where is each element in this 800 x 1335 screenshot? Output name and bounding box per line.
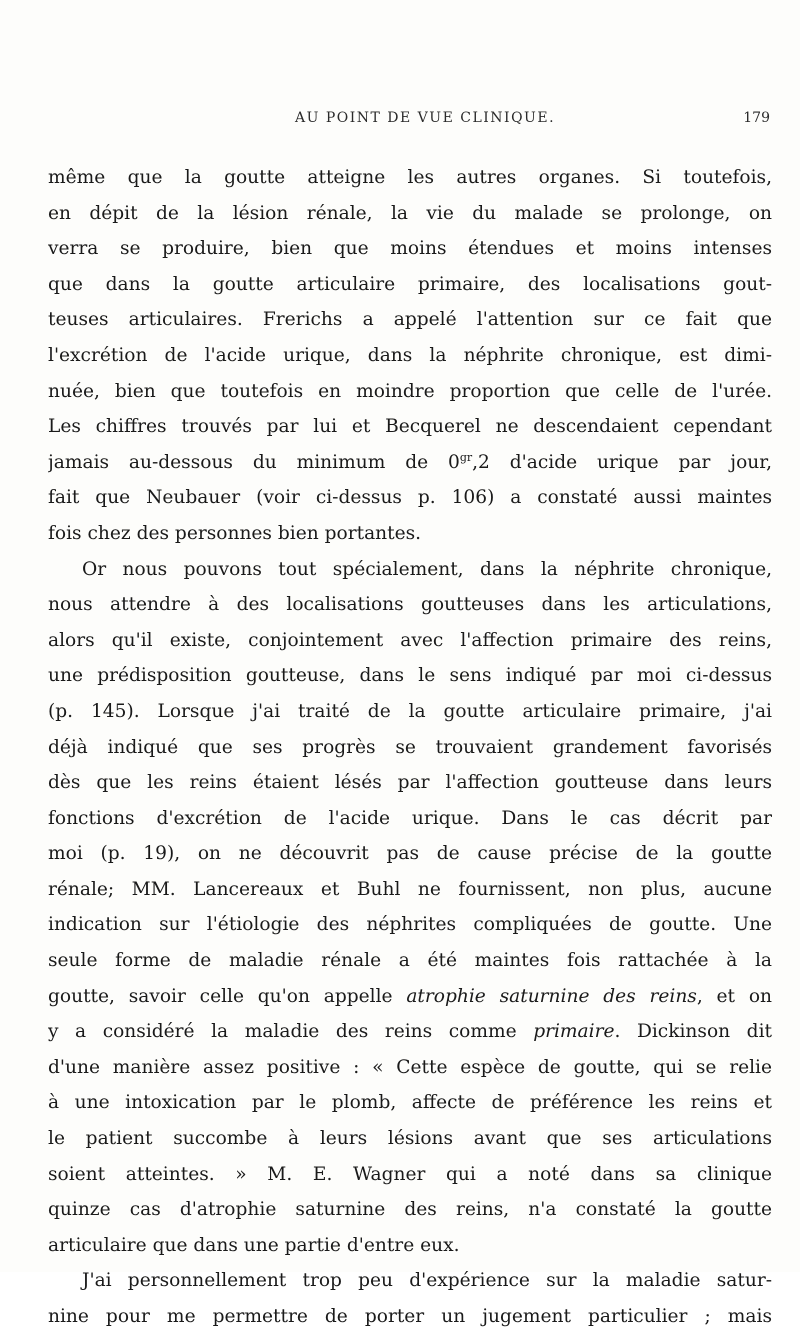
text-line: dès que les reins étaient lésés par l'affection goutteuse dans leurs (48, 772, 772, 794)
text-line: moi (p. 19), on ne découvrit pas de cause précise de la goutte (48, 843, 772, 865)
text-line: alors qu'il existe, conjointement avec l'affection primaire des reins, (48, 629, 772, 651)
text-line: à une intoxication par le plomb, affecte de préférence les reins et (48, 1092, 772, 1114)
text-run: , et on (696, 985, 772, 1007)
text-line: d'une manière assez positive : « Cette espèce de goutte, qui se relie (48, 1056, 772, 1078)
text-line: quinze cas d'atrophie saturnine des reins, n'a constaté la goutte (48, 1199, 772, 1221)
italic-term: atrophie saturnine des reins (406, 985, 697, 1007)
text-line: même que la goutte atteigne les autres organes. Si toutefois, (48, 167, 772, 188)
text-line: nine pour me permettre de porter un jugement particulier ; mais (48, 1306, 772, 1327)
body-text (48, 160, 772, 1335)
text-run: jamais au-dessous du minimum de 0 (48, 451, 460, 473)
text-line: nuée, bien que toutefois en moindre proportion que celle de l'urée. (48, 380, 772, 402)
text-line: indication sur l'étiologie des néphrites compliquées de goutte. Une (48, 914, 772, 936)
text-line: en dépit de la lésion rénale, la vie du malade se prolonge, on (48, 202, 772, 224)
text-run: goutte, savoir celle qu'on appelle (48, 985, 407, 1007)
running-head (80, 106, 770, 130)
text-line: nous attendre à des localisations goutteuses dans les articulations, (48, 594, 772, 616)
text-line (48, 979, 772, 1015)
text-line: fois chez des personnes bien portantes. (48, 522, 422, 544)
text-run: . Dickinson dit (614, 1021, 772, 1043)
text-run: ,2 d'acide urique par jour, (472, 451, 772, 473)
text-line: fait que Neubauer (voir ci-dessus p. 106) a constaté aussi maintes (48, 487, 772, 509)
text-line (48, 1014, 772, 1050)
text-line: soient atteintes. » M. E. Wagner qui a noté dans sa clinique (48, 1163, 772, 1185)
text-line (48, 445, 772, 481)
text-line: seule forme de maladie rénale a été maintes fois rattachée à la (48, 950, 772, 972)
text-run: y a considéré la maladie des reins comme (48, 1021, 534, 1043)
text-line: fonctions d'excrétion de l'acide urique. Dans le cas décrit par (48, 807, 772, 829)
gram-abbreviation: gr (459, 450, 473, 464)
page-number: 179 (743, 110, 770, 126)
text-line: (p. 145). Lorsque j'ai traité de la goutte articulaire primaire, j'ai (48, 700, 772, 722)
text-line: déjà indiqué que ses progrès se trouvaient grandement favorisés (48, 736, 772, 758)
text-line: Les chiffres trouvés par lui et Becquerel ne descendaient cependant (48, 416, 772, 438)
text-line: rénale; MM. Lancereaux et Buhl ne fournissent, non plus, aucune (48, 878, 772, 900)
text-line: une prédisposition goutteuse, dans le sens indiqué par moi ci-dessus (48, 665, 772, 687)
italic-term: primaire (533, 1021, 615, 1043)
text-line: que dans la goutte articulaire primaire, des localisations gout- (48, 273, 772, 295)
text-line: le patient succombe à leurs lésions avant que ses articulations (48, 1128, 772, 1150)
text-line: articulaire que dans une partie d'entre eux. (48, 1234, 460, 1256)
paragraph-start-line: Or nous pouvons tout spécialement, dans la néphrite chronique, (82, 558, 772, 580)
text-line: verra se produire, bien que moins étendues et moins intenses (48, 238, 772, 260)
running-title: AU POINT DE VUE CLINIQUE. (294, 110, 556, 126)
text-line: l'excrétion de l'acide urique, dans la néphrite chronique, est dimi- (48, 344, 772, 366)
text-line: teuses articulaires. Frerichs a appelé l'attention sur ce fait que (48, 309, 772, 331)
paragraph-start-line: J'ai personnellement trop peu d'expérience sur la maladie satur- (82, 1270, 772, 1292)
